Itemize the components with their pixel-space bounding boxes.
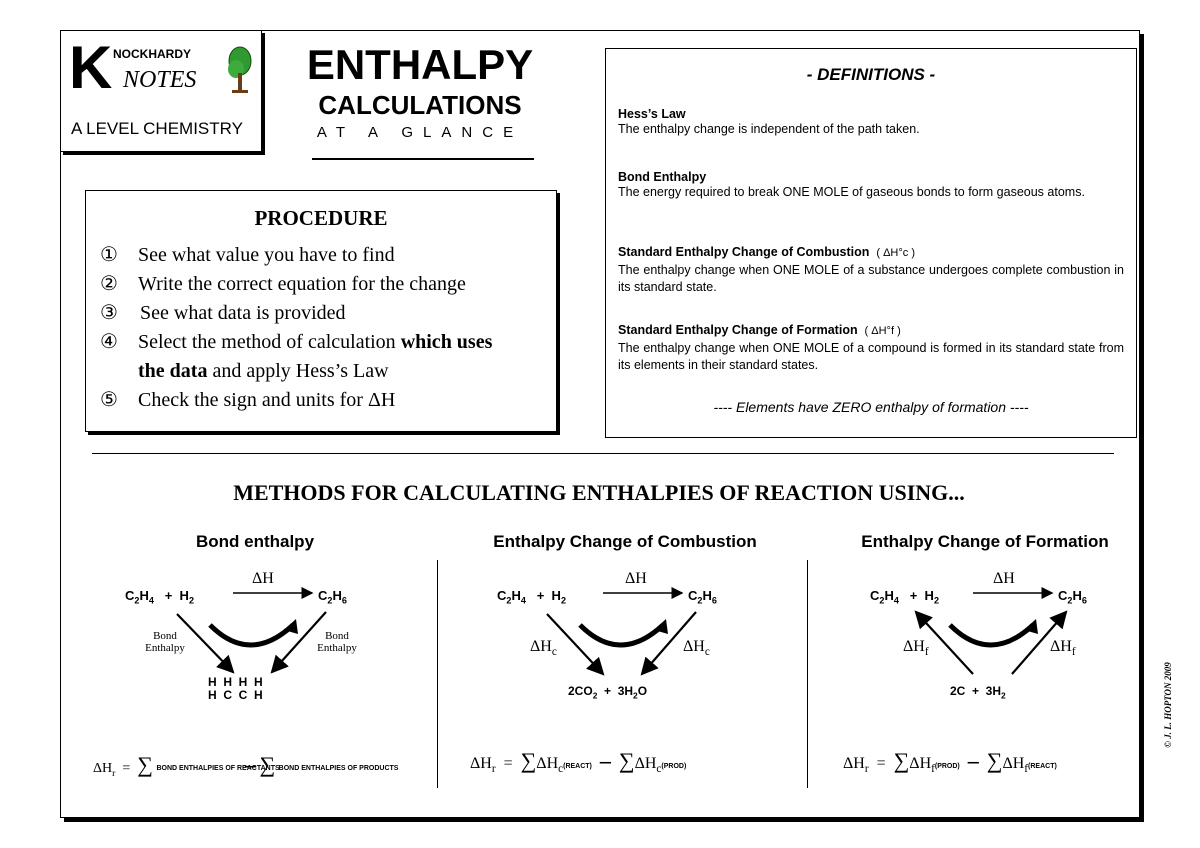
reactants-label: $C_2H_4 + H_2$ <box>497 588 567 606</box>
reactants-label: $C_2H_4 + H_2$ <box>125 588 195 606</box>
bond-formula: $\Delta H_r$ = ∑ BOND ENTHALPIES OF REACTANTS – ∑ BOND ENTHALPIES OF PRODUCTS <box>93 752 399 779</box>
section-divider <box>92 453 1114 454</box>
def-combustion: Standard Enthalpy Change of Combustion ( ΔH°c ) The enthalpy change when ONE MOLE of a substance undergoes complete combustion in its standard state. <box>618 245 1124 294</box>
curved-arrow <box>580 625 663 645</box>
procedure-step: ① See what value you have to find <box>100 244 395 266</box>
title-enthalpy: ENTHALPY <box>306 41 534 88</box>
logo-level: A LEVEL CHEMISTRY <box>71 119 243 138</box>
curved-arrow <box>950 625 1033 645</box>
delta-hc-right: $\Delta H_c$ <box>683 638 710 659</box>
products-label: $C_2H_6$ <box>1058 588 1087 606</box>
logo-k: K <box>69 34 113 101</box>
combustion-arrows <box>470 570 800 700</box>
reactants-label: $C_2H_4 + H_2$ <box>870 588 940 606</box>
gaseous-atoms: H H H H H C C H <box>208 675 263 702</box>
formation-column-title: Enthalpy Change of Formation <box>861 532 1109 551</box>
title-block <box>290 40 550 141</box>
definitions-box <box>605 48 1137 438</box>
column-divider <box>807 560 808 788</box>
procedure-step: ④ Select the method of calculation which uses <box>100 331 493 353</box>
procedure-step: ⑤ Check the sign and units for ΔH <box>100 389 396 411</box>
combustion-formula: $\Delta H_r$ = $\sum\Delta H_c(REACT)$ – $\sum\Delta H_c(PROD)$ <box>470 748 687 776</box>
delta-hc-left: $\Delta H_c$ <box>530 638 557 659</box>
column-divider <box>437 560 438 788</box>
delta-h-label: ΔH <box>993 570 1015 587</box>
tree-icon <box>226 45 254 95</box>
knockhardy-logo <box>60 30 262 152</box>
bond-label-left: Bond Enthalpy <box>145 630 185 654</box>
def-formation: Standard Enthalpy Change of Formation ( ΔH°f ) The enthalpy change when ONE MOLE of a compound is formed in its standard state from its elements in their standard states. <box>618 323 1124 372</box>
title-underline <box>312 158 534 160</box>
formation-arrows <box>840 570 1170 700</box>
delta-hf-left: $\Delta H_f$ <box>903 638 929 659</box>
delta-h-label: ΔH <box>625 570 647 587</box>
methods-heading: METHODS FOR CALCULATING ENTHALPIES OF REACTION USING... <box>233 480 965 505</box>
formation-formula: $\Delta H_r$ = $\sum\Delta H_f(PROD)$ – $\sum\Delta H_f(REACT)$ <box>843 748 1057 776</box>
products-label: $C_2H_6$ <box>318 588 347 606</box>
logo-nockhardy: NOCKHARDY <box>113 47 191 61</box>
procedure-list <box>100 241 492 415</box>
copyright: © J. L. HOPTON 2009 <box>1163 662 1173 748</box>
def-hess: Hess’s Law The enthalpy change is independent of the path taken. <box>618 107 920 136</box>
combustion-column-title: Enthalpy Change of Combustion <box>493 532 757 551</box>
bond-column-title: Bond enthalpy <box>195 532 315 551</box>
procedure-step: ③ See what data is provided <box>100 302 346 324</box>
delta-hf-right: $\Delta H_f$ <box>1050 638 1076 659</box>
logo-notes: NOTES <box>123 67 197 93</box>
procedure-heading: PROCEDURE <box>254 206 388 230</box>
procedure-step-continued: the data and apply Hess’s Law <box>138 360 389 382</box>
delta-h-label: ΔH <box>252 570 274 587</box>
definitions-heading: - DEFINITIONS - <box>806 65 936 84</box>
products-label: $C_2H_6$ <box>688 588 717 606</box>
formation-elements: $2C + 3H_2$ <box>950 684 1006 701</box>
bond-label-right: Bond Enthalpy <box>317 630 357 654</box>
title-calculations: CALCULATIONS <box>318 90 522 120</box>
procedure-step: ② Write the correct equation for the change <box>100 273 466 295</box>
def-note: ---- Elements have ZERO enthalpy of formation ---- <box>713 399 1029 415</box>
def-bond: Bond Enthalpy The energy required to break ONE MOLE of gaseous bonds to form gaseous atoms. <box>618 170 1085 199</box>
curved-arrow <box>210 625 293 645</box>
combustion-products: $2CO_2 + 3H_2O$ <box>568 684 648 701</box>
title-glance: AT A GLANCE <box>316 124 524 141</box>
